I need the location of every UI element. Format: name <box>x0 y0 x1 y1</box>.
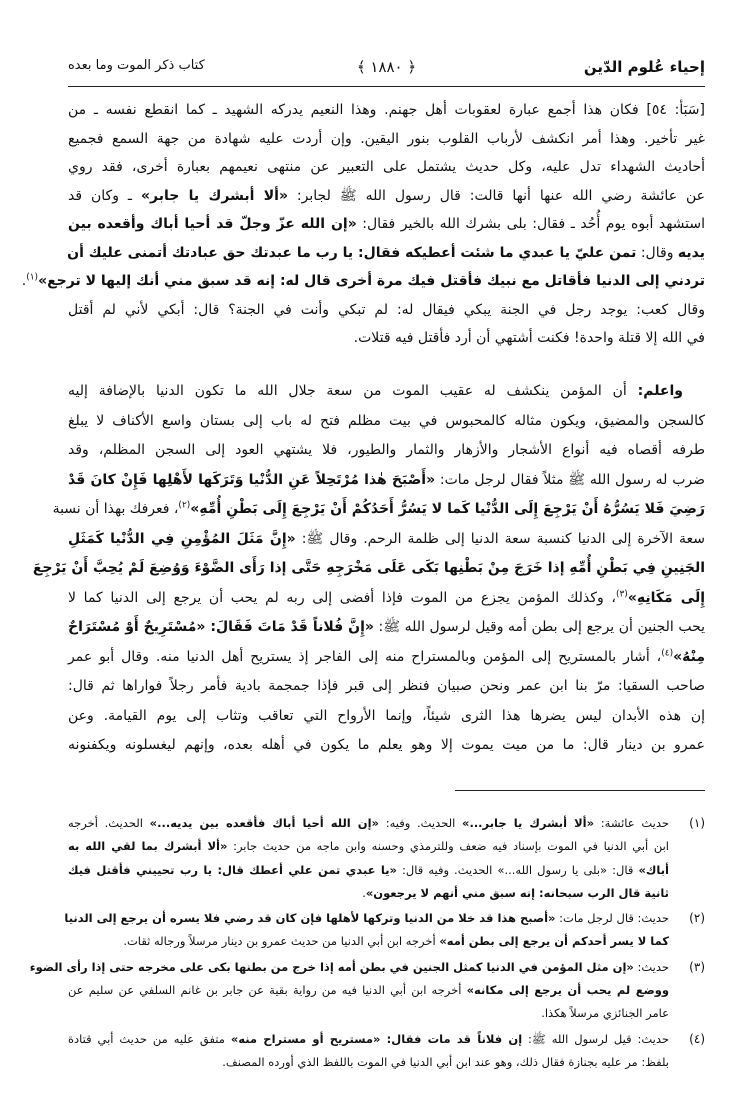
text-segment: عن عائشة رضي الله عنها أنها قالت: قال رسول الله ﷺ لجابر: <box>288 187 705 204</box>
text-segment: عمرو بن دينار قال: ما من ميت يموت إلا وهو يعلم ما يكون في أهله بعده، وإنهم ليغسلونه ويكفنونه <box>68 737 705 753</box>
text-line <box>21 267 705 296</box>
text-segment: يحب الجنين أن يرجع إلى بطن أمه وقيل لرسول الله ﷺ: <box>373 619 706 635</box>
text-segment: أخرجه ابن أبي الدنيا فيه من رواية بقية عن جابر بن غانم السلفي عن سليم عن <box>68 983 467 998</box>
hadith-quote: ووضع لم يحب أن يرجع إلى مكانه» <box>466 983 669 998</box>
hadith-quote: رَضِيَ فَلا يَسُرُّهُ أَنْ يَرْجِعَ إِلَى الدُّنْيا كَما لا يَسُرُّ أَحَدُكُمْ أَنْ يَرْجِعَ إِلَى بَطْنِ أُمِّهِ» <box>190 501 705 517</box>
text-segment: ، فعرفك بهذا أن نسبة <box>52 501 179 517</box>
footnote-number: (٢) <box>689 911 705 926</box>
footnote-number: (٤) <box>689 1031 705 1046</box>
hadith-quote: تردني إلى الدنيا فأقاتل مع نبيك فأقتل فيك مرة أخرى قال له: إنه قد سبق مني أنك إليها لا ترجع» <box>38 273 705 289</box>
text-line <box>68 525 705 555</box>
footnote <box>68 1028 705 1075</box>
text-segment: ، أشار بالمستريح إلى المؤمن وبالمستراح منه إلى الفاجر إذ يستريح أهل الدنيا منه. وقال أبو عمر <box>68 648 662 665</box>
text-line <box>68 1028 669 1051</box>
chapter-title: كتاب ذكر الموت وما بعده <box>68 58 205 73</box>
text-segment: في الله إلا قتلة واحدة! فكنت أشتهي أن أرد فأقتل فيه قتلات. <box>353 330 705 346</box>
text-segment: استشهد أبوه يوم أُحُد ـ فقال: بلى بشرك الله بالخير فقال: <box>356 216 706 232</box>
text-line <box>68 643 705 673</box>
hadith-quote: «ألا أبشرك يا جابر» <box>140 187 288 204</box>
hadith-quote: «إِنَّ فُلاناً قَدْ مَاتَ فَقَالَ: «مُسْتَرِيحٌ أَوْ مُسْتَرَاحٌ <box>68 619 374 635</box>
text-line <box>68 731 705 761</box>
text-segment: متفق عليه من حديث أبي قتادة <box>68 1031 231 1046</box>
text-segment: سعة الآخرة إلى الدنيا كنسبة سعة الدنيا إلى ظلمة الرحم. وقال ﷺ: <box>295 530 706 547</box>
text-segment: قال: «بلى يا رسول الله...» الحديث. وفيه قال: <box>396 862 639 877</box>
text-line <box>68 153 705 182</box>
header-rule <box>68 86 705 87</box>
text-line <box>68 210 705 239</box>
text-line <box>68 702 705 732</box>
text-segment: حديث: قيل لرسول الله ﷺ: <box>522 1031 670 1046</box>
text-segment: ـ وكان قد <box>68 187 141 204</box>
text-segment: صاحب السقيا: مرّ بنا ابن عمر ونحن صبيان فنظر إلى قبر فإذا جمجمة بادية فأمر رجلاً فواراها ثم قال: <box>68 678 705 694</box>
hadith-quote: «يا عبدي تمن علي أعطك قال: يا رب تحييني فأقتل فيك <box>68 862 397 877</box>
running-header <box>68 56 705 84</box>
text-segment: أخرجه ابن أبي الدنيا من حديث عمرو بن دينار مرسلاً ورجاله ثقات. <box>123 934 440 949</box>
text-line <box>68 882 669 905</box>
text-line <box>68 812 669 835</box>
hadith-quote: يديه <box>677 244 705 261</box>
footnote-number: (١) <box>689 816 705 830</box>
hadith-quote: واعلم: <box>637 383 683 399</box>
footnote-text <box>68 1028 669 1075</box>
hadith-quote: «إن الله أحيا أباك فأقعده بين يديه...» <box>149 816 379 830</box>
text-line <box>68 182 705 211</box>
text-line <box>68 407 705 437</box>
text-line <box>32 554 705 584</box>
footnotes <box>29 812 705 1076</box>
text-segment: إن هذه الأبدان ليس يضرها هذا الثرى شيئاً، وإنما الأرواح التي تعاقب وتثاب إلى يوم القيامة. وعن <box>68 707 705 724</box>
text-line <box>68 584 705 614</box>
page-number: ﴿ ١٨٨٠ ﴾ <box>356 58 417 76</box>
hadith-quote: «إن الله عزّ وجلّ قد أحيا أباك وأقعده بين <box>68 216 357 232</box>
text-line <box>68 613 705 643</box>
hadith-quote: ثانية قال الرب سبحانه: إنه سبق مني أنهم لا يرجعون» <box>365 885 669 900</box>
footnote-reference: (٤) <box>661 647 674 658</box>
text-segment: وقال كعب: يوجد رجل في الجنة يبكي فيقال له: لم تبكي وأنت في الجنة؟ قال: أبكي لأني لم أقتل <box>68 301 705 318</box>
text-line <box>68 324 705 353</box>
hadith-quote: «ألا أبشرك يا جابر...» <box>462 816 595 830</box>
text-segment: [سَبَأ: ٥٤] فكان هذا أجمع عبارة لعقوبات أهل جهنم. وهذا النعيم يدركه الشهيد ـ كما انقطع نفسه ـ من <box>68 102 705 118</box>
text-segment: أحاديث الشهداء تدل عليه، وكل حديث يشتمل على التعبير عن منتهى نعيمهم بعبارة أخرى، فقد روي <box>68 159 705 175</box>
text-segment: طرفه أقصاه فيه أنواع الأشجار والأزهار والثمار والطيور، فلا يشتهي العود إلى السجن المظلم، وقد <box>68 442 705 458</box>
text-line <box>52 495 705 525</box>
text-segment: حديث: قال لرجل مات: <box>555 911 669 926</box>
text-line <box>68 436 705 466</box>
text-line <box>68 859 669 882</box>
text-line <box>68 296 705 325</box>
text-line <box>29 956 669 979</box>
text-segment: غير تأخير. وهذا أمر انكشف لأرباب القلوب بنور اليقين. وإن أردت عليه شهادة من جهة السمع فجميع <box>68 130 705 147</box>
text-line <box>68 1051 669 1074</box>
text-segment: ضرب له رسول الله ﷺ مثلاً فقال لرجل مات: <box>435 471 706 488</box>
text-segment: الحديث. أخرجه <box>68 816 150 830</box>
text-segment: . <box>21 273 27 289</box>
text-line <box>68 979 669 1002</box>
hadith-quote: «إِنَّ مَثَلَ المُؤْمِنِ فِي الدُّنْيا كَمَثَلِ <box>68 530 296 547</box>
footnote <box>29 956 705 1026</box>
hadith-quote: إن فلاناً قد مات فقال: «مستريح أو مستراح منه» <box>230 1031 523 1046</box>
text-segment: كالسجن والمضيق، ويكون مثاله كالمحبوس في بيت مظلم فتح له باب إلى بستان واسع الأكناف لا يبلغ <box>68 412 705 429</box>
text-segment: حديث: <box>633 959 669 974</box>
paragraph-2 <box>32 377 706 761</box>
hadith-quote: «ألا أبشرك بما لقي الله به <box>68 839 228 854</box>
text-line <box>68 466 705 496</box>
paragraph-1 <box>21 96 706 353</box>
text-line <box>68 377 705 407</box>
hadith-quote: كما لا يسر أحدكم أن يرجع إلى بطن أمه» <box>439 934 669 949</box>
footnote-number: (٣) <box>689 959 705 974</box>
text-segment: حديث عائشة: <box>594 816 669 830</box>
text-line <box>68 239 705 268</box>
text-segment: الحديث. وفيه: <box>378 816 463 830</box>
text-segment: بلفظ: مر عليه بجنازة فقال ذلك، وهو عند ابن أبي الدنيا في الموت باللفظ الذي أورده المصنف. <box>222 1054 669 1069</box>
footnote-reference: (٢) <box>178 500 191 511</box>
hadith-quote: مِنْهُ» <box>673 648 705 665</box>
hadith-quote: «أَصْبَحَ هٰذا مُرْتَحِلاً عَنِ الدُّنْيا وَتَرَكَها لأَهْلِها فَإِنْ كانَ قَدْ <box>68 471 436 488</box>
text-line <box>64 907 669 930</box>
text-line <box>68 672 705 702</box>
hadith-quote: «إن مثل المؤمن في الدنيا كمثل الجنين في بطن أمه إذا خرج من بطنها بكى على مخرجه حتى إذا رأى الضوء <box>29 959 634 974</box>
hadith-quote: الجَنِينِ فِي بَطْنِ أُمِّهِ إذا خَرَجَ مِنْ بَطْنِها بَكَى عَلَى مَخْرَجِهِ حَتَّى إذا رَأَى الضَّوْءَ وَوُضِعَ لَمْ يُحِبَّ أَنْ يَرْجِعَ <box>32 560 705 576</box>
text-segment: وقال: <box>636 244 678 261</box>
text-segment: أن المؤمن ينكشف له عقيب الموت من سعة جلال الله ما تكون الدنيا بالإضافة إليه <box>68 383 638 399</box>
footnote-text <box>64 907 669 954</box>
hadith-quote: «أصبح هذا قد خلا من الدنيا وتركها لأهلها فإن كان قد رضي فلا يسره أن يرجع إلى الدنيا <box>64 911 556 926</box>
text-line <box>68 96 705 125</box>
footnote-separator <box>455 790 705 791</box>
hadith-quote: إِلَى مَكَانِهِ» <box>627 589 706 606</box>
footnote-reference: (٣) <box>615 588 628 599</box>
text-segment: عامر الجنائزي مرسلاً هكذا. <box>541 1006 669 1021</box>
text-line <box>68 1002 669 1025</box>
footnote-text <box>68 812 669 905</box>
text-line <box>68 930 669 953</box>
text-segment: ، وكذلك المؤمن يجزع من الموت فإذا أفضى إلى ربه لم يحب أن يرجع إلى الدنيا كما لا <box>68 589 616 606</box>
text-segment: . <box>362 885 366 900</box>
footnote <box>64 907 705 954</box>
book-title: إحياء عُلوم الدّين <box>583 58 705 76</box>
footnote <box>68 812 705 905</box>
footnote-text <box>29 956 669 1026</box>
text-line <box>68 835 669 858</box>
text-line <box>68 125 705 154</box>
text-segment: ابن أبي الدنيا في الموت بإسناد فيه ضعف وللترمذي وحسنه وابن ماجه من حديث جابر: <box>227 839 669 854</box>
hadith-quote: أباك» <box>638 862 669 877</box>
hadith-quote: تمن عليّ يا عبدي ما شئت أعطيكه فقال: يا رب ما عبدتك حق عبادتك أتمنى عليك أن <box>67 244 637 261</box>
footnote-reference: (١) <box>26 272 39 283</box>
